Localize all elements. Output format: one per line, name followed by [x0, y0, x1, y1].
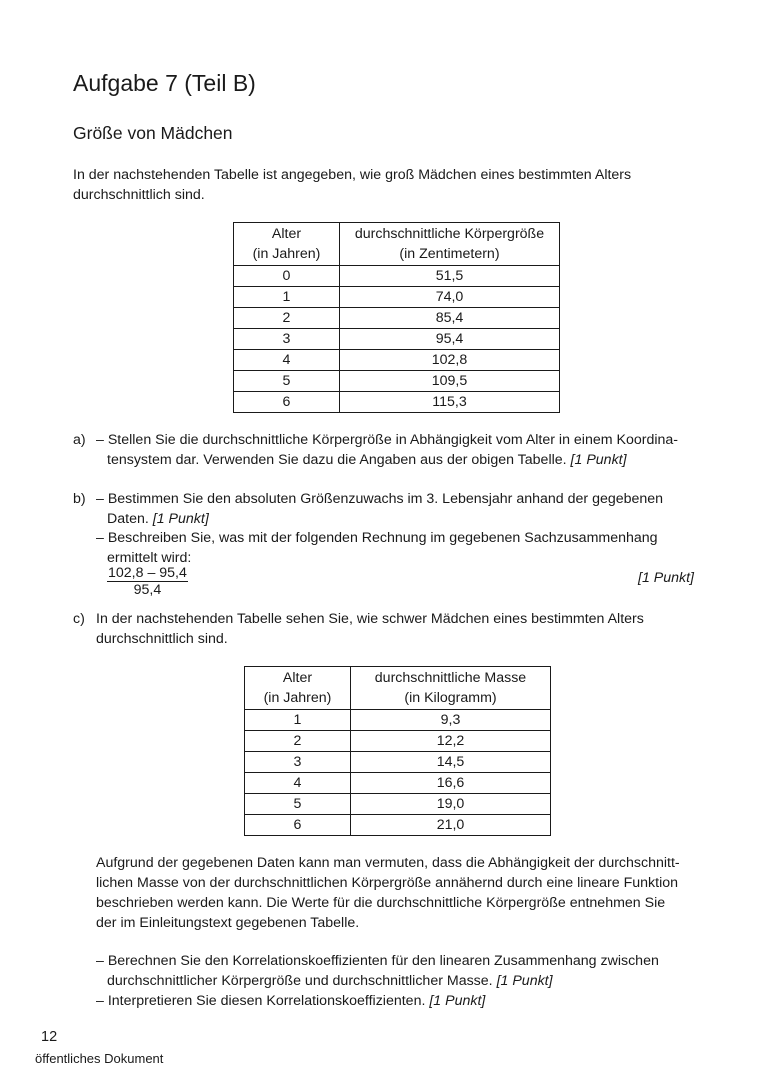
table-row: 5 19,0	[245, 794, 551, 815]
header-age: Alter (in Jahren)	[245, 667, 351, 710]
part-c-paragraph: Aufgrund der gegebenen Daten kann man vermuten, dass die Abhängigkeit der durchschnitt- lichen Masse von der durchschnittlichen Körpergröße annähernd durch eine lineare Funktion beschrieben werden kann. Die Werte für die durchschnittliche Körpergröße entnehmen Sie der im Einleitungstext gegebenen Tabelle.	[96, 855, 680, 931]
header-height: durchschnittliche Körpergröße (in Zentimetern)	[340, 223, 560, 266]
page-number: 12	[41, 1029, 58, 1045]
table-row: 4 102,8	[234, 350, 560, 371]
table-header-row	[245, 667, 551, 710]
part-a-task: – Stellen Sie die durchschnittliche Körpergröße in Abhängigkeit vom Alter in einem Koordina- tensystem dar. Verwenden Sie dazu die Angaben aus der obigen Tabelle. [1 Punkt]	[96, 432, 679, 468]
section-subtitle: Größe von Mädchen	[73, 123, 233, 143]
header-age: Alter (in Jahren)	[234, 223, 340, 266]
part-b-label: b)	[73, 491, 86, 507]
mass-table	[244, 666, 551, 836]
table-row: 0 51,5	[234, 266, 560, 287]
table-row: 1 74,0	[234, 287, 560, 308]
table-row: 6 21,0	[245, 815, 551, 836]
part-c-task-1: – Berechnen Sie den Korrelationskoeffizienten für den linearen Zusammenhang zwischen durchschnittlicher Körpergröße und durchschnittlicher Masse. [1 Punkt]	[96, 953, 659, 989]
table-row: 3 95,4	[234, 329, 560, 350]
table-row: 1 9,3	[245, 710, 551, 731]
table-row: 5 109,5	[234, 371, 560, 392]
header-mass: durchschnittliche Masse (in Kilogramm)	[351, 667, 551, 710]
part-b-task-2: – Beschreiben Sie, was mit der folgenden Rechnung im gegebenen Sachzusammenhang ermittelt wird:	[96, 530, 658, 566]
part-b-task-1: – Bestimmen Sie den absoluten Größenzuwachs im 3. Lebensjahr anhand der gegebenen Daten. [1 Punkt]	[96, 491, 664, 527]
footer-text: öffentliches Dokument	[35, 1051, 164, 1066]
table-row: 4 16,6	[245, 773, 551, 794]
table-row: 2 12,2	[245, 731, 551, 752]
intro-text: In der nachstehenden Tabelle ist angegeben, wie groß Mädchen eines bestimmten Alters durchschnittlich sind.	[73, 167, 632, 203]
page-title: Aufgabe 7 (Teil B)	[73, 70, 256, 96]
table-row: 6 115,3	[234, 392, 560, 413]
table-row: 2 85,4	[234, 308, 560, 329]
fraction-numerator: 102,8 – 95,4	[108, 565, 187, 581]
part-a-label: a)	[73, 432, 86, 448]
fraction-formula	[107, 565, 188, 598]
height-table	[233, 222, 560, 413]
part-b-points: [1 Punkt]	[638, 570, 694, 586]
part-c-task-2: – Interpretieren Sie diesen Korrelationskoeffizienten. [1 Punkt]	[96, 993, 486, 1009]
table-row: 3 14,5	[245, 752, 551, 773]
part-c-intro: In der nachstehenden Tabelle sehen Sie, wie schwer Mädchen eines bestimmten Alters durchschnittlich sind.	[96, 611, 644, 647]
fraction-denominator: 95,4	[133, 582, 162, 598]
table-header-row	[234, 223, 560, 266]
part-c-label: c)	[73, 611, 85, 627]
